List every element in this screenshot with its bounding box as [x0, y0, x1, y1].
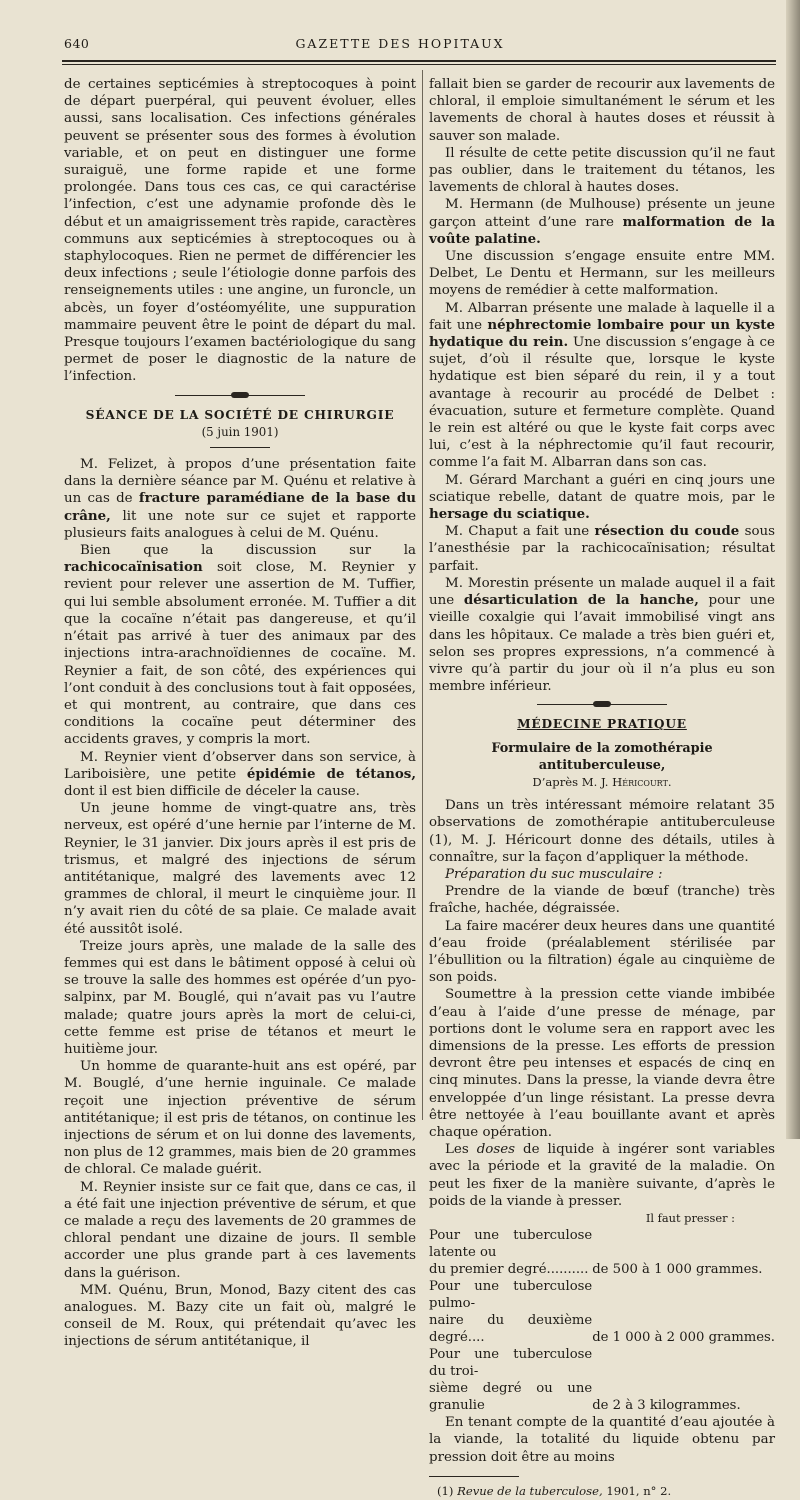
header-rule	[62, 60, 776, 62]
table-cell: Pour une tuberculose latente ou du premier degré..........	[429, 1228, 593, 1278]
paragraph: M. Felizet, à propos d’une présentation faite dans la dernière séance par M. Quénu et relative à un cas de fracture paramédiane de la base du crâne, lit une note sur ce sujet et rapporte plusieurs faits analogues à celui de M. Quénu.	[64, 457, 416, 541]
paragraph: MM. Quénu, Brun, Monod, Bazy citent des cas analogues. M. Bazy cite un fait où, malgré le conseil de M. Roux, qui prétendait qu’avec les injections de sérum antitétanique, il	[64, 1282, 416, 1350]
paragraph: Un jeune homme de vingt-quatre ans, très nerveux, est opéré d’une hernie par l’interne de M. Reynier, le 31 janvier. Dix jours après il est pris de trismus, et malgré des injections de sérum antitétanique, malgré des lavements avec 12 grammes de chloral, il meurt le cinquième jour. Il n’y avait rien du côté de sa plaie. Ce malade avait été aussitôt isolé.	[64, 801, 416, 937]
ornament-separator	[537, 701, 667, 708]
table-cell: de 500 à 1 000 grammes.	[592, 1262, 763, 1278]
table-row	[429, 1278, 775, 1346]
bold-term: fracture paramédiane de la base du crâne,	[64, 490, 416, 524]
paragraph: de certaines septicémies à streptocoques à point de départ puerpéral, qui peuvent évoluer, elles aussi, sans localisation. Ces infections générales peuvent se présenter sous des formes à évolution variable, et on peut en distinguer une forme suraiguë, une forme rapide et une forme prolongée. Dans tous ces cas, ce qui caractérise l’infection, c’est une adynamie profonde dès le début et un amaigrissement très rapide, caractères communs aux septicémies à streptocoques ou à staphylocoques. Rien ne permet de différencier les deux infections ; seule l’étiologie donne parfois des renseignements utiles : une angine, un furoncle, un abcès, un foyer d’ostéomyélite, une suppuration mammaire peuvent être le point de départ du mal. Presque toujours l’examen bactériologique du sang permet de poser le diagnostic de la nature de l’infection.	[64, 77, 416, 385]
paragraph: fallait bien se garder de recourir aux lavements de chloral, il emploie simultanément le sérum et les lavements de choral à hautes doses et réussit à sauver son malade.	[429, 77, 775, 144]
bold-term: épidémie de tétanos,	[246, 765, 416, 782]
short-rule	[210, 447, 270, 448]
italic-heading: Préparation du suc musculaire :	[445, 866, 663, 882]
table-cell: Pour une tuberculose du troi- sième degré ou une granulie	[429, 1347, 593, 1414]
column-divider	[422, 70, 423, 1120]
italic-term: doses	[476, 1142, 516, 1158]
table-cell: de 1 000 à 2 000 grammes.	[592, 1330, 775, 1346]
left-column	[64, 76, 416, 1351]
table-row	[429, 1227, 775, 1278]
dose-table-caption: Il faut presser :	[645, 1211, 735, 1225]
paragraph: M. Morestin présente un malade auquel il a fait une désarticulation de la hanche, pour une vieille coxalgie qui l’avait immobilisé vingt ans dans les hôpitaux. Ce malade a très bien guéri et, selon ses propres expressions, n’a commencé à vivre qu’à partir du jour où il n’a plus eu son membre inférieur.	[429, 575, 775, 695]
paragraph: Une discussion s’engage ensuite entre MM. Delbet, Le Dentu et Hermann, sur les meilleurs moyens de remédier à cette malformation.	[429, 249, 775, 299]
paragraph: La faire macérer deux heures dans une quantité d’eau froide (préalablement stérilisée par l’ébullition ou la filtration) égale au cinquième de son poids.	[429, 918, 775, 986]
paragraph: M. Reynier vient d’observer dans son service, à Lariboisière, une petite épidémie de tétanos, dont il est bien difficile de déceler la cause.	[64, 749, 416, 799]
ornament-separator	[175, 392, 305, 399]
paragraph: Les doses de liquide à ingérer sont variables avec la période et la gravité de la maladie. On peut les fixer de la manière suivante, d’après le poids de la viande à presser.	[429, 1142, 775, 1209]
paragraph	[429, 866, 775, 883]
bold-term: néphrectomie lombaire pour un kyste hydatique du rein.	[429, 316, 775, 351]
paragraph: M. Gérard Marchant a guéri en cinq jours une sciatique rebelle, datant de quatre mois, par le hersage du sciatique.	[429, 472, 775, 523]
table-cell: Pour une tuberculose pulmo- naire du deuxième degré....	[429, 1279, 593, 1346]
section-title: MÉDECINE PRATIQUE	[517, 717, 687, 732]
paragraph: M. Albarran présente une malade à laquelle il a fait une néphrectomie lombaire pour un kyste hydatique du rein. Une discussion s’engage à ce sujet, d’où il résulte que, lorsque le kyste hydatique est bien séparé du rein, il y a tout avantage à recourir au procédé de Delbet : évacuation, suture et fermeture complète. Quand le rein est altéré ou que le kyste fait corps avec lui, c’est à la néphrectomie qu’il faut recourir, comme l’a fait M. Albarran dans son cas.	[429, 300, 775, 471]
bold-term: résection du coude	[594, 523, 740, 540]
paragraph: En tenant compte de la quantité d’eau ajoutée à la viande, la totalité du liquide obtenu par pression doit être au moins	[429, 1415, 775, 1465]
paragraph: Treize jours après, une malade de la salle des femmes qui est dans le bâtiment opposé à celui où se trouve la salle des hommes est opérée d’un pyo-salpinx, par M. Bouglé, qui n’avait pas vu l’autre malade; quatre jours après la mort de celui-ci, cette femme est prise de tétanos et meurt le huitième jour.	[64, 938, 416, 1057]
page-number: 640	[64, 36, 90, 51]
paragraph: Prendre de la viande de bœuf (tranche) très fraîche, hachée, dégraissée.	[429, 884, 775, 917]
running-head: GAZETTE DES HOPITAUX	[295, 36, 505, 51]
article-title: Formulaire de la zomothérapie antituberculeuse,	[491, 740, 713, 773]
article-author: D’après M. J. Héricourt.	[532, 774, 672, 789]
bold-term: malformation de la voûte palatine.	[429, 213, 775, 247]
paragraph: Il résulte de cette petite discussion qu’il ne faut pas oublier, dans le traitement du tétanos, les lavements de chloral à hautes doses.	[429, 145, 775, 196]
section-title: SÉANCE DE LA SOCIÉTÉ DE CHIRURGIE	[85, 407, 395, 422]
footnote-rule	[429, 1476, 519, 1477]
page-edge-shadow	[786, 0, 800, 1139]
paragraph: Soumettre à la pression cette viande imbibée d’eau à l’aide d’une presse de ménage, par portions dont le volume sera en rapport avec les dimensions de la presse. Les efforts de pression devront être peu intenses et espacés de cinq en cinq minutes. Dans la presse, la viande devra être enveloppée d’un linge résistant. La presse devra être nettoyée à l’eau bouillante avant et après chaque opération.	[429, 987, 775, 1140]
bold-term: hersage du sciatique.	[429, 506, 590, 523]
right-column	[429, 76, 775, 1500]
table-row	[429, 1346, 775, 1414]
header-rule-thin	[62, 64, 776, 65]
dose-table	[429, 1227, 775, 1414]
paragraph: Dans un très intéressant mémoire relatant 35 observations de zomothérapie antituberculeuse (1), M. J. Héricourt donne des détails, utiles à connaître, sur la façon d’appliquer la méthode.	[429, 798, 775, 865]
paragraph: Un homme de quarante-huit ans est opéré, par M. Bouglé, d’une hernie inguinale. Ce malade reçoit une injection préventive de sérum antitétanique; il est pris de tétanos, on continue les injections de sérum et on lui donne des lavements, non plus de 12 grammes, mais bien de 20 grammes de chloral. Ce malade guérit.	[64, 1059, 416, 1178]
table-cell: de 2 à 3 kilogrammes.	[592, 1398, 741, 1414]
bold-term: désarticulation de la hanche,	[463, 592, 699, 609]
paragraph: M. Reynier insiste sur ce fait que, dans ce cas, il a été fait une injection préventive de sérum, et que ce malade a reçu des lavements de 20 grammes de chloral pendant une dizaine de jours. Il semble accorder une plus grande part à ces lavements dans la guérison.	[64, 1179, 416, 1281]
paragraph: M. Hermann (de Mulhouse) présente un jeune garçon atteint d’une rare malformation de la voûte palatine.	[429, 197, 775, 247]
bold-term: rachicocaïnisation	[64, 559, 203, 576]
paragraph: M. Chaput a fait une résection du coude sous l’anesthésie par la rachicocaïnisation; résultat parfait.	[429, 523, 775, 574]
paragraph: Bien que la discussion sur la rachicocaïnisation soit close, M. Reynier y revient pour relever une assertion de M. Tuffier, qui lui semble absolument erronée. M. Tuffier a dit que la cocaïne n’était pas dangereuse, et qu’il n’était pas arrivé à tuer des animaux par des injections intra-arachnoïdiennes de cocaïne. M. Reynier a fait, de son côté, des expériences qui l’ont conduit à des conclusions tout à fait opposées, et qui montrent, au contraire, que dans ces conditions la cocaïne peut déterminer des accidents graves, y compris la mort.	[64, 543, 416, 748]
footnote: (1) Revue de la tuberculose, 1901, n° 2.	[437, 1483, 672, 1498]
section-date: (5 juin 1901)	[201, 424, 279, 439]
